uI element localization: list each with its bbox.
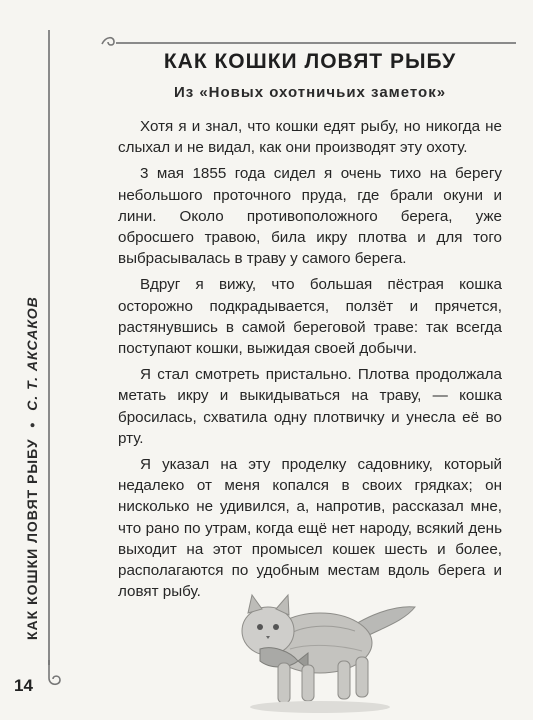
side-rule <box>48 30 50 665</box>
cat-with-fish-icon <box>190 565 420 715</box>
running-title: КАК КОШКИ ЛОВЯТ РЫБУ <box>24 438 40 640</box>
story-title: КАК КОШКИ ЛОВЯТ РЫБУ <box>163 50 457 73</box>
paragraph: Хотя я и знал, что кошки едят рыбу, но никогда не слыхал и не видал, как они производят эту охоту. <box>118 118 502 157</box>
story-subtitle: Из «Новых охотничьих заметок» <box>173 84 447 101</box>
running-author: С. Т. АКСАКОВ <box>24 296 40 411</box>
page-number: 14 <box>14 676 33 695</box>
running-header <box>24 296 40 640</box>
story-body <box>118 116 502 607</box>
paragraph: Я указал на эту проделку садовнику, который недалеко от меня копался в своих грядках; он нисколько не удивился, а, напротив, рассказал мне, что рано по утрам, когда ещё нет народу, всякий день выходит на этот промысел кошек шесть и более, располагаются по удобным местам вдоль берега и ловят рыбу. <box>118 456 502 601</box>
paragraph: Вдруг я вижу, что большая пёстрая кошка осторожно подкрадывается, ползёт и прячется, растянувшись в самой береговой траве: так всегда поступают кошки, выжидая своей добычи. <box>118 276 502 358</box>
paragraph: Я стал смотреть пристально. Плотва продолжала метать икру и выкидываться на траву, — кошка бросилась, схватила одну плотвичку и унесла её во рту. <box>118 366 502 447</box>
bottom-ornament-icon <box>40 660 80 700</box>
top-ornament-icon <box>100 34 518 48</box>
running-separator: • <box>24 421 40 428</box>
paragraph: 3 мая 1855 года сидел я очень тихо на берегу небольшого проточного пруда, где брали окуни и лини. Около противоположного берега, уже обросшего травою, била икру плотва и для того выбрасывалась в траву у самого берега. <box>118 165 502 268</box>
